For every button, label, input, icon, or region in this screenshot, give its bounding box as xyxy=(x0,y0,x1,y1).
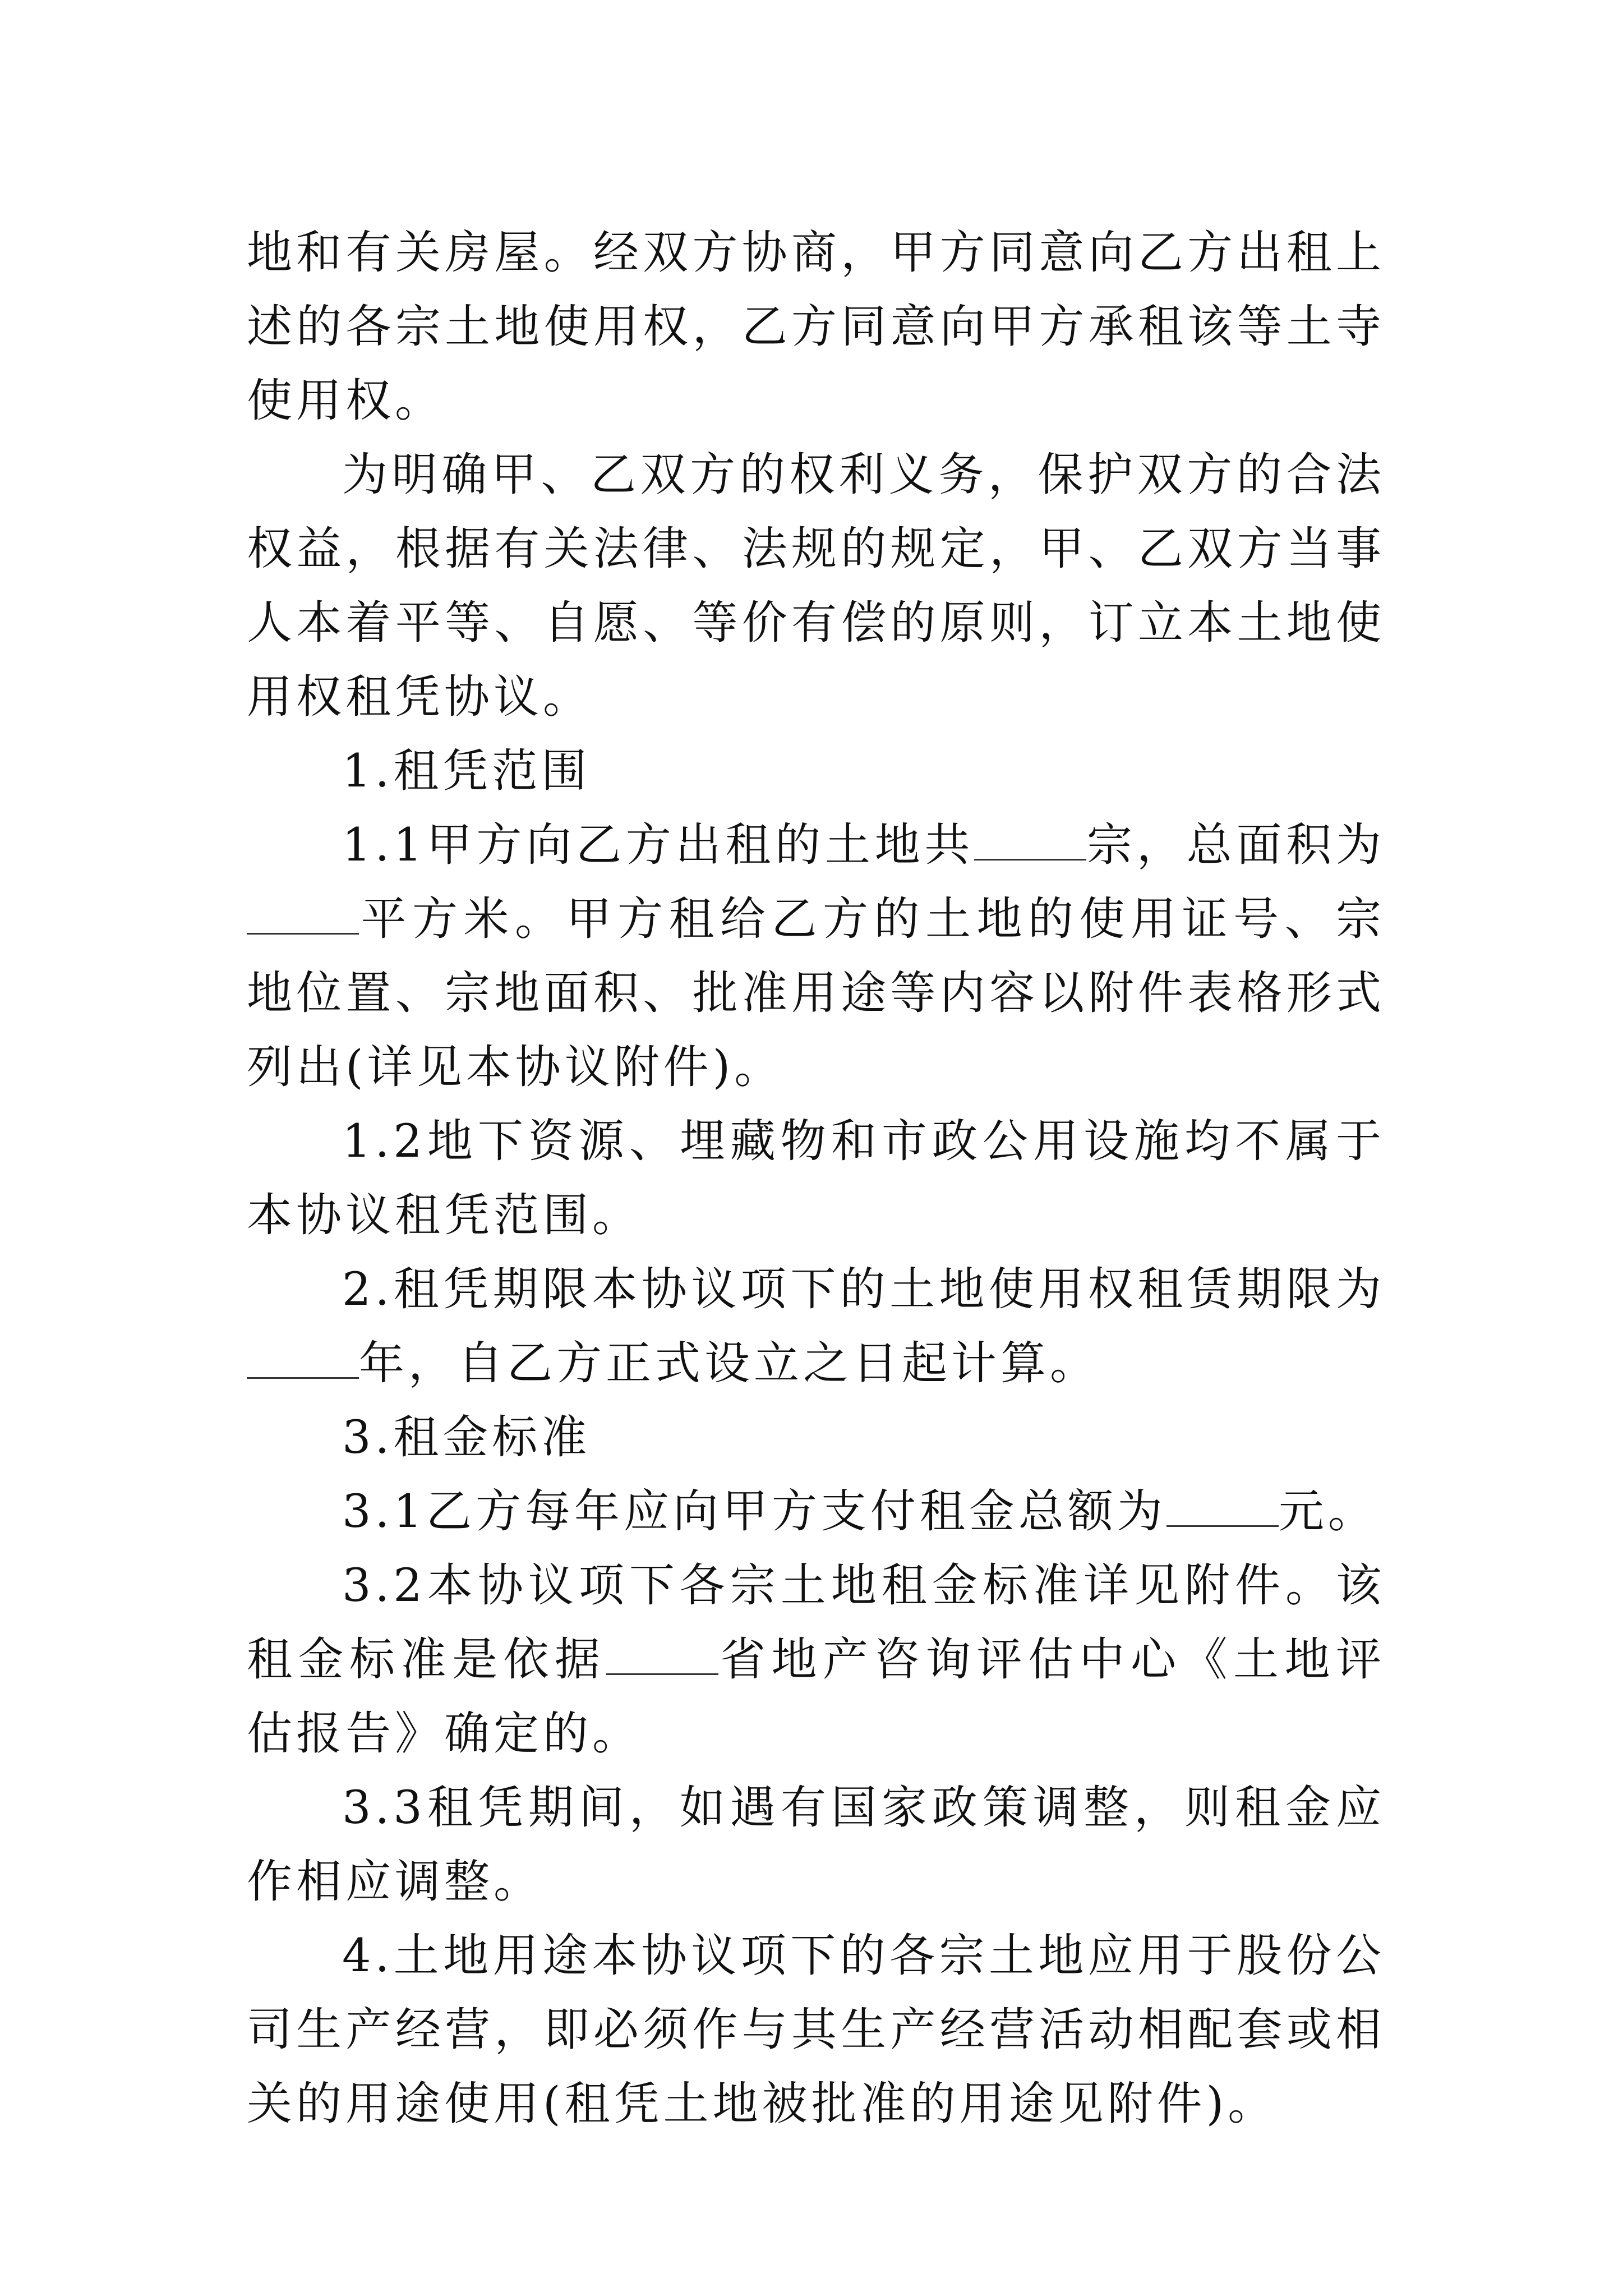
clause-1-1-text-b: 宗，总面积为 xyxy=(1086,819,1385,872)
clause-3-1 xyxy=(247,1475,1385,1549)
document-body xyxy=(247,216,1385,2141)
blank-total-area xyxy=(247,887,359,935)
clause-3-1-text-b: 元。 xyxy=(1278,1485,1377,1538)
blank-lease-term xyxy=(247,1331,359,1379)
section-heading-1: 1.租凭范围 xyxy=(342,745,591,798)
blank-parcel-count xyxy=(974,813,1086,861)
clause-3-3: 3.3租凭期间，如遇有国家政策调整，则租金应作相应调整。 xyxy=(247,1782,1385,1908)
clause-3-2 xyxy=(247,1549,1385,1771)
clause-4: 4.土地用途本协议项下的各宗土地应用于股份公司生产经营，即必须作与其生产经营活动相配套或相关的用途使用(租凭土地被批准的用途见附件)。 xyxy=(247,1930,1385,2131)
paragraph-purpose: 为明确甲、乙双方的权利义务，保护双方的合法权益，根据有关法律、法规的规定，甲、乙双方当事人本着平等、自愿、等价有偿的原则，订立本土地使用权租凭协议。 xyxy=(247,449,1385,724)
clause-1-1-text-a: 1.1甲方向乙方出租的土地共 xyxy=(342,819,975,872)
clause-1-1 xyxy=(247,808,1385,1105)
section-heading-3: 3.租金标准 xyxy=(342,1411,591,1464)
blank-province xyxy=(606,1627,718,1675)
clause-2-text-b: 年，自乙方正式设立之日起计算。 xyxy=(359,1337,1100,1390)
blank-rent-amount xyxy=(1166,1479,1279,1527)
clause-1-1-text-c: 平方米。甲方租给乙方的土地的使用证号、宗地位置、宗地面积、批准用途等内容以附件表格形式列出(详见本协议附件)。 xyxy=(247,893,1385,1094)
clause-2-text-a: 2.租凭期限本协议项下的土地使用权租赁期限为 xyxy=(342,1263,1385,1316)
paragraph-continuation: 地和有关房屋。经双方协商，甲方同意向乙方出租上述的各宗土地使用权，乙方同意向甲方承租该等土寺使用权。 xyxy=(247,227,1385,427)
clause-3-2-text-b: 省地产咨询评估中心《土地评估报告》确定的。 xyxy=(247,1634,1385,1760)
clause-3-2-text-a: 3.2本协议项下各宗土地租金标准详见附件。该租金标准是依据 xyxy=(247,1559,1385,1686)
clause-3-1-text-a: 3.1乙方每年应向甲方支付租金总额为 xyxy=(342,1485,1166,1538)
clause-1-2: 1.2地下资源、埋藏物和市政公用设施均不属于本协议租凭范围。 xyxy=(247,1115,1385,1242)
clause-2 xyxy=(247,1253,1385,1401)
